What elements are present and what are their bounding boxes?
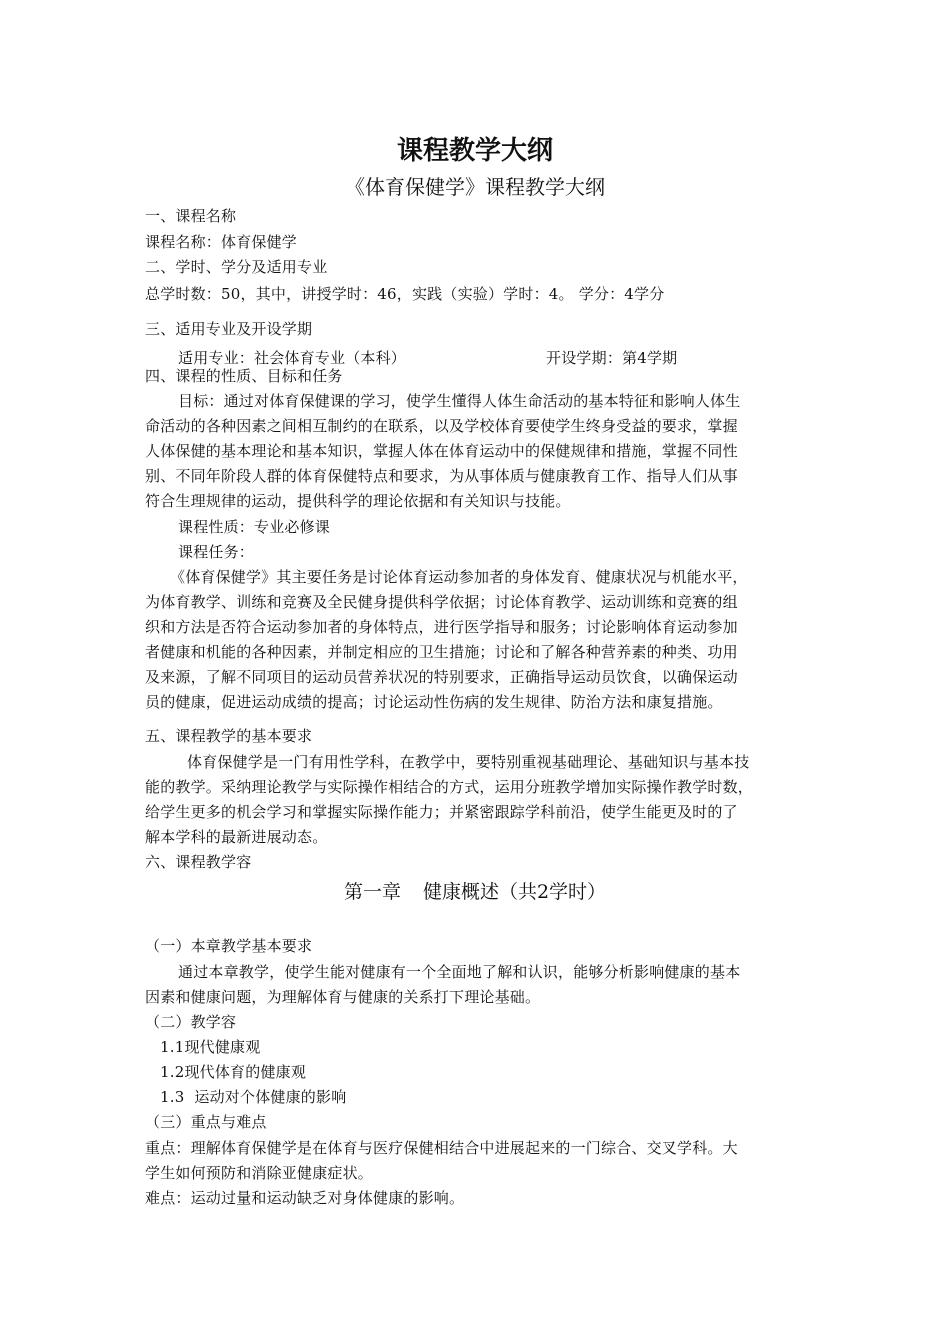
- task-line: 为体育教学、训练和竞赛及全民健身提供科学依据；讨论体育教学、运动训练和竞赛的组: [145, 593, 738, 611]
- task-line: 及来源，了解不同项目的运动员营养状况的特别要求，正确指导运动员饮食，以确保运动: [145, 668, 738, 686]
- goal-line: 目标：通过对体育保健课的学习，使学生懂得人体生命活动的基本特征和影响人体生: [178, 392, 741, 410]
- goal-line: 别、不同年阶段人群的体育保健特点和要求，为从事体质与健康教育工作、指导人们从事: [145, 467, 738, 485]
- task-line: 织和方法是否符合运动参加者的身体特点，进行医学指导和服务；讨论影响体育运动参加: [145, 618, 738, 636]
- task-line: 《体育保健学》其主要任务是讨论体育运动参加者的身体发育、健康状况与机能水平，: [170, 568, 748, 586]
- requirement-line: 能的教学。采纳理论教学与实际操作相结合的方式，运用分班教学增加实际操作教学时数，: [145, 778, 754, 796]
- task-line: 员的健康，促进运动成绩的提高；讨论运动性伤病的发生规律、防治方法和康复措施。: [145, 693, 723, 711]
- course-name-line: 课程名称：体育保健学: [145, 233, 298, 251]
- key-points-heading: （三）重点与难点: [145, 1113, 267, 1131]
- content-item: 1.1现代健康观: [160, 1038, 261, 1056]
- goal-line: 符合生理规律的运动，提供科学的理论依据和有关知识与技能。: [145, 492, 571, 510]
- section-heading-teaching-content: 六、课程教学容: [145, 853, 252, 871]
- chapter-heading: [0, 877, 950, 904]
- requirement-line: 解本学科的最新进展动态。: [145, 828, 328, 846]
- goal-line: 人体保健的基本理论和基本知识，掌握人体在体育运动中的保健规律和措施，掌握不同性: [145, 442, 738, 460]
- applicable-major: 适用专业：社会体育专业（本科）: [178, 349, 407, 367]
- chapter-requirements-heading: （一）本章教学基本要求: [145, 937, 313, 955]
- content-item: 1.3 运动对个体健康的影响: [160, 1088, 347, 1106]
- goal-line: 命活动的各种因素之间相互制约的在联系，以及学校体育要使学生终身受益的要求，掌握: [145, 417, 738, 435]
- document-title: 课程教学大纲: [396, 136, 553, 166]
- key-point-line: 学生如何预防和消除亚健康症状。: [145, 1164, 374, 1182]
- task-line: 者健康和机能的各种因素，并制定相应的卫生措施；讨论和了解各种营养素的种类、功用: [145, 643, 738, 661]
- course-task-label: 课程任务：: [178, 543, 255, 561]
- section-heading-nature-goals: 四、课程的性质、目标和任务: [145, 367, 343, 385]
- course-nature-line: 课程性质：专业必修课: [178, 518, 331, 536]
- section-heading-hours: 二、学时、学分及适用专业: [145, 258, 328, 276]
- chapter-content-heading: （二）教学容: [145, 1013, 237, 1031]
- content-item: 1.2现代体育的健康观: [160, 1063, 307, 1081]
- chapter-requirement-line: 因素和健康问题，为理解体育与健康的关系打下理论基础。: [145, 988, 541, 1006]
- difficulty-line: 难点：运动过量和运动缺乏对身体健康的影响。: [145, 1189, 465, 1207]
- hours-credits-line: 总学时数：50，其中，讲授学时：46，实践（实验）学时：4。 学分：4学分: [145, 285, 665, 303]
- chapter-number: 第一章: [343, 881, 401, 903]
- requirement-line: 体育保健学是一门有用性学科，在教学中，要特别重视基础理论、基础知识与基本技: [187, 753, 750, 771]
- chapter-requirement-line: 通过本章教学，使学生能对健康有一个全面地了解和认识，能够分析影响健康的基本: [178, 963, 741, 981]
- section-heading-major-semester: 三、适用专业及开设学期: [145, 320, 313, 338]
- semester: 开设学期：第4学期: [546, 349, 678, 367]
- key-point-line: 重点：理解体育保健学是在体育与医疗保健相结合中进展起来的一门综合、交叉学科。大: [145, 1139, 738, 1157]
- document-subtitle: 《体育保健学》课程教学大纲: [345, 175, 605, 199]
- chapter-title: 健康概述（共2学时）: [422, 881, 607, 903]
- requirement-line: 给学生更多的机会学习和掌握实际操作能力；并紧密跟踪学科前沿，使学生能更及时的了: [145, 803, 738, 821]
- section-heading-basic-requirements: 五、课程教学的基本要求: [145, 727, 313, 745]
- section-heading-course-name: 一、课程名称: [145, 207, 237, 225]
